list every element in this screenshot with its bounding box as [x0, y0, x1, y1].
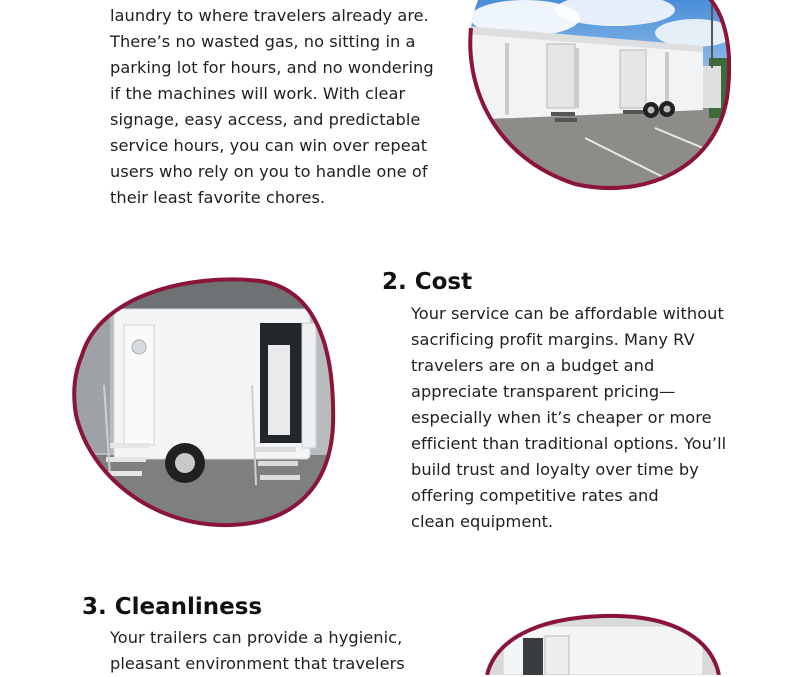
section2-line: appreciate transparent pricing— [411, 382, 676, 401]
section2-line: clean equipment. [411, 512, 554, 531]
section1-line: There’s no wasted gas, no sitting in a [110, 32, 416, 51]
section1-line: signage, easy access, and predictable [110, 110, 421, 129]
trailer-interior-image [483, 612, 723, 675]
section2-line: build trust and loyalty over time by [411, 460, 699, 479]
section1-line: service hours, you can win over repeat [110, 136, 428, 155]
section1-paragraph [110, 3, 434, 211]
section1-line: users who rely on you to handle one of [110, 162, 428, 181]
section1-line: their least favorite chores. [110, 188, 326, 207]
section2-line: especially when it’s cheaper or more [411, 408, 712, 427]
section1-line: parking lot for hours, and no wondering [110, 58, 434, 77]
section2-line: travelers are on a budget and [411, 356, 655, 375]
section3-line: Your trailers can provide a hygienic, [110, 628, 403, 647]
trailer-lot-image [465, 0, 731, 192]
section1-line: laundry to where travelers already are. [110, 6, 429, 25]
section3-paragraph [110, 625, 405, 677]
section2-heading: 2. Cost [382, 269, 473, 295]
section2-line: Your service can be affordable without [411, 304, 724, 323]
section2-paragraph [411, 301, 726, 535]
section3-heading: 3. Cleanliness [82, 594, 263, 620]
restroom-trailer-image [70, 275, 338, 531]
section3-line: pleasant environment that travelers [110, 654, 405, 673]
section1-line: if the machines will work. With clear [110, 84, 406, 103]
section2-line: sacrificing profit margins. Many RV [411, 330, 695, 349]
section2-line: efficient than traditional options. You’ll [411, 434, 727, 453]
section2-line: offering competitive rates and [411, 486, 659, 505]
